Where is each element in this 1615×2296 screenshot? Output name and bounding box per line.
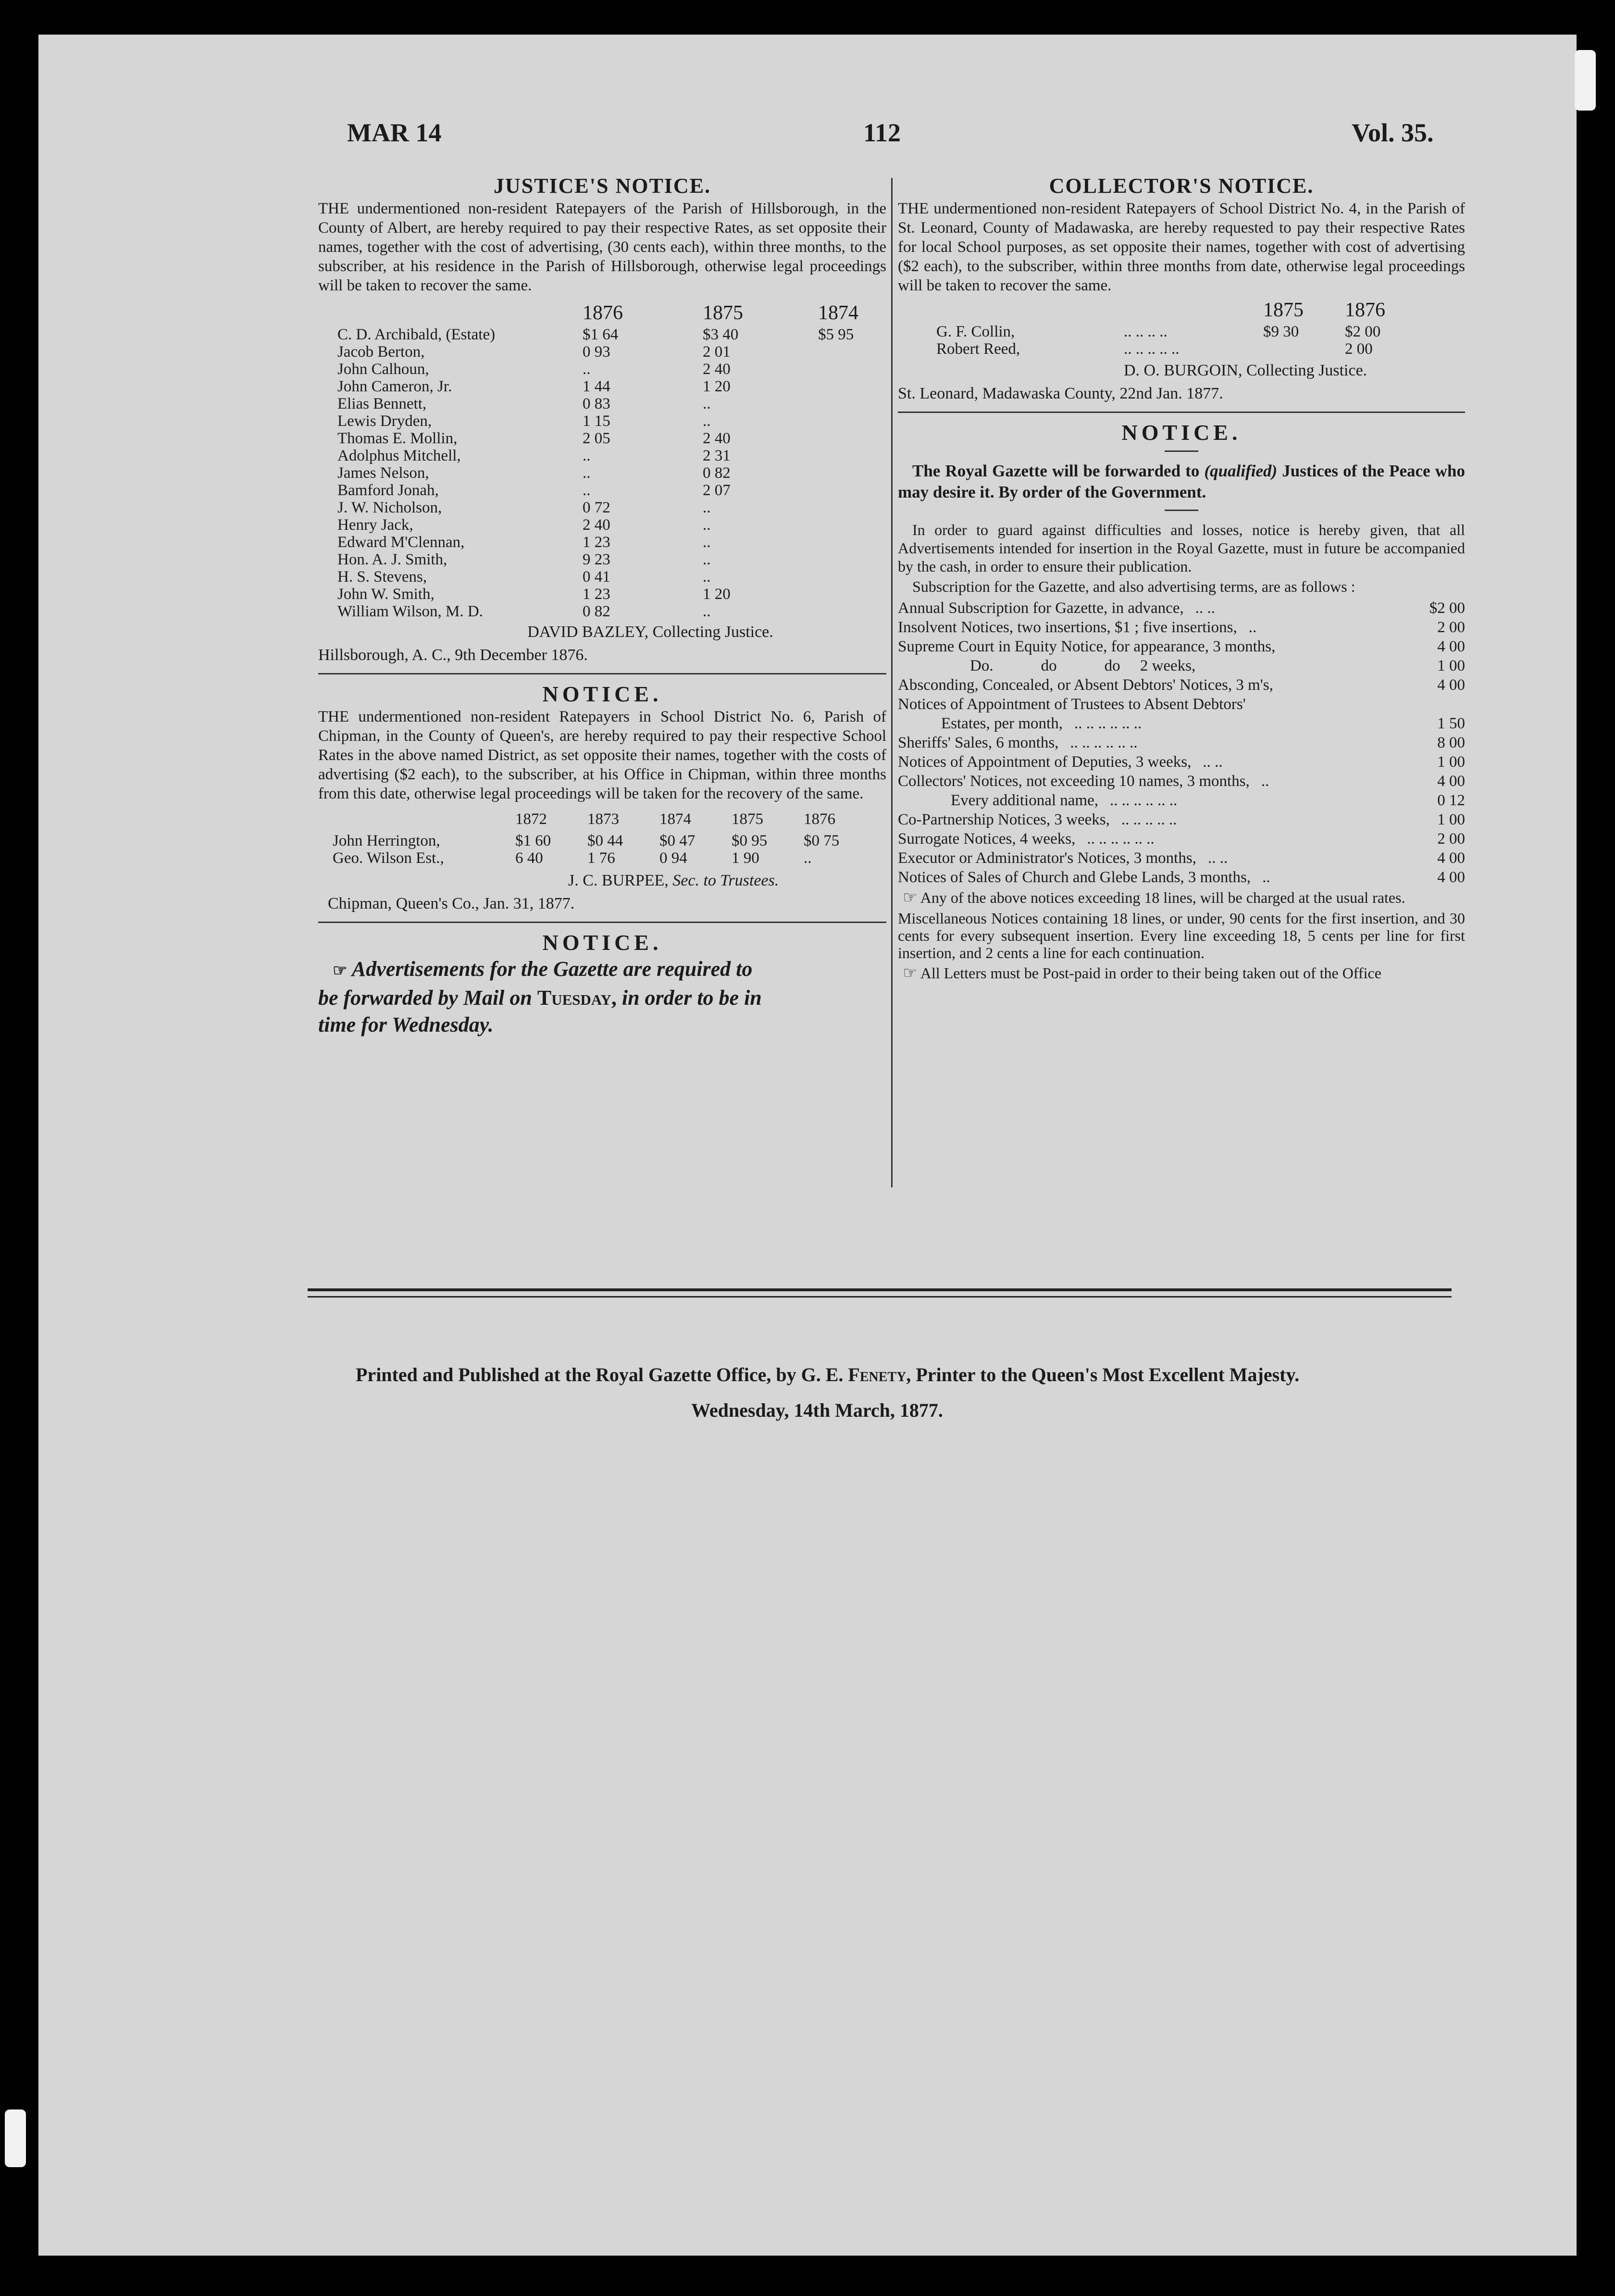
fee-row (898, 772, 1465, 791)
fee-price: 1 50 (1437, 715, 1465, 732)
rate-1874 (818, 586, 858, 603)
rate-1875: $3 40 (703, 326, 739, 343)
header-page-number: 112 (863, 118, 901, 147)
fee-price: 4 00 (1437, 869, 1465, 886)
ratepayer-name: G. F. Collin, (936, 323, 1015, 340)
rate-1876: 9 23 (583, 551, 610, 568)
rate-1876: 0 72 (583, 499, 610, 516)
fee-price: 4 00 (1437, 676, 1465, 694)
rate-1876: 1 44 (583, 378, 610, 395)
fee-price: 4 00 (1437, 638, 1465, 655)
fee-label (898, 829, 1412, 849)
letters-notice: ☞ All Letters must be Post-paid in order to their being taken out of the Office (903, 964, 1381, 982)
ratepayer-name: William Wilson, M. D. (337, 603, 483, 620)
leader-dots: .. .. (1195, 599, 1215, 617)
leader-dots: .. (1262, 869, 1270, 886)
rate-1874 (818, 534, 858, 551)
rate-1876: .. (583, 361, 591, 378)
chipman-place-date: Chipman, Queen's Co., Jan. 31, 1877. (328, 895, 575, 912)
film-edge-tab-bottom (5, 2109, 26, 2167)
column-header: 1876 (804, 811, 835, 828)
column-header: 1875 (703, 302, 743, 324)
mail-notice-title: NOTICE. (542, 930, 662, 955)
ratepayer-name: John W. Smith, (337, 586, 435, 603)
fee-price: $2 00 (1429, 599, 1465, 617)
table-row (333, 849, 839, 867)
rate-value: 0 94 (659, 849, 687, 867)
fee-row (898, 849, 1465, 868)
rate-1875: .. (703, 534, 711, 551)
leader-dots: .. (1261, 773, 1269, 790)
rate-1876: .. (583, 482, 591, 499)
table-row (333, 832, 839, 849)
rate-value: $0 75 (804, 832, 840, 849)
rate-1875: .. (703, 395, 711, 412)
chipman-notice (318, 681, 886, 923)
column-divider (891, 178, 893, 1187)
fee-description: Absconding, Concealed, or Absent Debtors' Notices, 3 m's, (898, 676, 1273, 694)
rate-value: 1 90 (732, 849, 759, 867)
column-header: 1876 (583, 302, 623, 324)
fee-row (898, 829, 1465, 849)
rate-1875: $9 30 (1263, 323, 1299, 340)
fee-description: Annual Subscription for Gazette, in advance, (898, 599, 1184, 617)
collector-notice-body: THE undermentioned non-resident Ratepayers of School District No. 4, in the Parish of St. Leonard, County of Madawaska, are hereby requested to pay their respective Rates for local School purposes, as set opposite their names, together with cost of advertising ($2 each), to the subscriber, within three months from date, otherwise legal proceedings will be taken to recover the same. (898, 200, 1465, 294)
rate-1874 (818, 499, 858, 516)
justice-notice-title: JUSTICE'S NOTICE. (493, 174, 711, 198)
left-column (318, 173, 886, 1038)
rate-1874 (818, 343, 858, 361)
table-row (337, 343, 858, 361)
fee-description: Executor or Administrator's Notices, 3 months, (898, 849, 1196, 867)
rate-1876: 0 41 (583, 568, 610, 586)
rate-1876: $1 64 (583, 326, 619, 343)
ratepayer-name: Henry Jack, (337, 516, 413, 534)
rate-1875: .. (703, 568, 711, 586)
table-row (337, 412, 858, 430)
rate-value: 1 76 (587, 849, 615, 867)
rate-1874 (818, 378, 858, 395)
ratepayer-name: Thomas E. Mollin, (337, 430, 458, 447)
rate-1874 (818, 447, 858, 464)
rate-1875: 1 20 (703, 586, 731, 603)
rate-1876: 2 05 (583, 430, 610, 447)
fee-price: 4 00 (1437, 849, 1465, 867)
pointing-hand-icon: ☞ (903, 889, 918, 907)
table-row (337, 499, 858, 516)
ratepayer-name: Jacob Berton, (337, 343, 425, 361)
rate-1875: 2 07 (703, 482, 731, 499)
rate-1876: 1 23 (583, 534, 610, 551)
misc-notice-rates: Miscellaneous Notices containing 18 lines, or under, 90 cents for the first insertion, and 30 cents for every subsequent insertion. Every line exceeding 18, 5 cents per line for first insertion, and 2 cents a line for each continuation. (898, 910, 1465, 961)
fee-description: Do. do do 2 weeks, (970, 657, 1196, 674)
fee-label (898, 675, 1412, 695)
cash-caution: In order to guard against difficulties and losses, notice is hereby given, that all Advertisements intended for insertion in the Royal Gazette, must in future be accompanied by the cash, in order to ensure their publication. (898, 521, 1465, 575)
ratepayer-name: Edward M'Clennan, (337, 534, 465, 551)
justice-notice (318, 173, 886, 674)
fee-row (898, 675, 1465, 695)
fee-description: Notices of Appointment of Trustees to Absent Debtors' (898, 696, 1246, 713)
ratepayer-name: Lewis Dryden, (337, 412, 432, 430)
rate-value: $0 47 (659, 832, 696, 849)
mail-notice (318, 930, 886, 1038)
leader-dots: .. .. .. .. .. .. (1070, 734, 1138, 751)
leader-dots: .. .. .. .. .. .. (1074, 715, 1142, 732)
ratepayer-name: H. S. Stevens, (337, 568, 427, 586)
fee-row (898, 733, 1465, 752)
leader-dots: .. .. .. .. .. (1121, 811, 1177, 828)
mail-notice-line-2: be forwarded by Mail on Tuesday, in order to be in (318, 986, 762, 1010)
fee-row (898, 618, 1465, 637)
ratepayer-name: Elias Bennett, (337, 395, 427, 412)
rate-1875: .. (703, 412, 711, 430)
fee-row (898, 752, 1465, 772)
rate-1874 (818, 482, 858, 499)
collector-place-date: St. Leonard, Madawaska County, 22nd Jan. 1877. (898, 385, 1223, 402)
imprint-date: Wednesday, 14th March, 1877. (691, 1399, 943, 1421)
rate-1875: .. (703, 516, 711, 534)
fee-description: Notices of Appointment of Deputies, 3 weeks, (898, 753, 1192, 771)
leader-dots: .. .. (1203, 753, 1223, 771)
rate-value: $0 95 (732, 832, 768, 849)
fee-label (898, 714, 1412, 733)
fee-price: 1 00 (1437, 811, 1465, 828)
fee-price: 0 12 (1437, 792, 1465, 809)
ratepayer-name: C. D. Archibald, (Estate) (337, 326, 496, 343)
fee-label (898, 733, 1412, 752)
rate-1876: 1 15 (583, 412, 610, 430)
rate-1874 (818, 551, 858, 568)
justice-place-date: Hillsborough, A. C., 9th December 1876. (318, 646, 588, 664)
table-row (337, 603, 858, 620)
table-row (337, 464, 858, 482)
rate-1874 (818, 412, 858, 430)
header-volume: Vol. 35. (1352, 118, 1434, 147)
pointing-hand-icon: ☞ (903, 964, 918, 982)
table-row (337, 395, 858, 412)
film-edge-tab-top (1575, 50, 1596, 111)
table-row (337, 551, 858, 568)
section-rule (318, 922, 886, 923)
rate-1876: 0 82 (583, 603, 610, 620)
header-date: MAR 14 (347, 118, 442, 147)
ratepayer-name: J. W. Nicholson, (337, 499, 442, 516)
table-row (337, 482, 858, 499)
column-header: 1874 (818, 302, 858, 324)
fee-description: Surrogate Notices, 4 weeks, (898, 830, 1076, 848)
justice-rates-header (337, 300, 858, 326)
table-row (337, 326, 858, 343)
rate-1875: .. (703, 499, 711, 516)
fee-row (898, 599, 1465, 618)
rate-1874 (818, 430, 858, 447)
table-row (936, 340, 1385, 358)
fee-description: Supreme Court in Equity Notice, for appearance, 3 months, (898, 638, 1276, 655)
fee-description: Notices of Sales of Church and Glebe Lands, 3 months, (898, 869, 1251, 886)
gazette-notice-body: The Royal Gazette will be forwarded to (qualified) Justices of the Peace who may desire it. By order of the Government. (898, 462, 1466, 501)
column-header: 1875 (1263, 299, 1304, 321)
fee-row (898, 695, 1465, 714)
ratepayer-name: Geo. Wilson Est., (333, 849, 444, 867)
rate-1874 (818, 603, 858, 620)
fee-label (898, 752, 1412, 772)
justice-rates-table (337, 300, 858, 620)
table-row (337, 361, 858, 378)
rate-1876: 0 83 (583, 395, 610, 412)
rate-1875: 2 40 (703, 430, 731, 447)
rate-1875: 2 31 (703, 447, 731, 464)
printer-name: Fenety, (848, 1364, 911, 1385)
column-header: 1876 (1345, 299, 1385, 321)
rate-1876: 2 00 (1345, 340, 1373, 358)
fee-label (898, 695, 1412, 714)
ratepayer-name: John Cameron, Jr. (337, 378, 452, 395)
rate-value: .. (804, 849, 812, 867)
chipman-signature-name: J. C. BURPEE, (568, 872, 669, 889)
fee-row (898, 810, 1465, 829)
rate-value: 6 40 (515, 849, 543, 867)
section-rule (898, 412, 1465, 413)
pointing-hand-icon: ☞ (333, 962, 348, 980)
fee-description: Every additional name, (951, 792, 1098, 809)
rate-1875: 1 20 (703, 378, 731, 395)
leader-dots: .. .. (1207, 849, 1228, 867)
fee-label (898, 637, 1412, 656)
short-rule (1165, 510, 1198, 511)
ratepayer-name: John Herrington, (333, 832, 440, 849)
rate-1876: 0 93 (583, 343, 610, 361)
right-column (898, 173, 1465, 982)
fee-price: 2 00 (1437, 619, 1465, 636)
fee-row (898, 637, 1465, 656)
justice-signature: DAVID BAZLEY, Collecting Justice. (527, 623, 773, 641)
table-row (337, 568, 858, 586)
fee-label (898, 618, 1412, 637)
rate-1874 (818, 395, 858, 412)
rate-value: $1 60 (515, 832, 551, 849)
fee-price: 8 00 (1437, 734, 1465, 751)
column-header: 1873 (587, 811, 619, 828)
fee-label (898, 849, 1412, 868)
rate-1876: 2 40 (583, 516, 610, 534)
table-row (337, 430, 858, 447)
table-row (337, 586, 858, 603)
collector-rates-header (936, 297, 1385, 323)
fee-price: 2 00 (1437, 830, 1465, 848)
collector-notice-title: COLLECTOR'S NOTICE. (1049, 174, 1314, 198)
rate-1876: $2 00 (1345, 323, 1381, 340)
column-header: 1874 (659, 811, 691, 828)
fee-description: Insolvent Notices, two insertions, $1 ; five insertions, (898, 619, 1237, 636)
rate-1874 (818, 464, 858, 482)
rate-1875: 2 40 (703, 361, 731, 378)
fee-price: 1 00 (1437, 753, 1465, 771)
mail-day: Tuesday, (537, 986, 617, 1010)
table-row (337, 534, 858, 551)
justice-notice-body: THE undermentioned non-resident Ratepayers of the Parish of Hillsborough, in the County of Albert, are hereby required to pay their respective Rates, as set opposite their names, together with the cost of advertising, (30 cents each), within three months, to the subscriber, at his residence in the Parish of Hillsborough, otherwise legal proceedings will be taken to recover the same. (318, 200, 886, 294)
fee-row (898, 656, 1465, 675)
fee-description: Estates, per month, (941, 715, 1063, 732)
leader-dots: .. .. .. .. (1124, 323, 1168, 340)
collector-signature: D. O. BURGOIN, Collecting Justice. (1124, 362, 1367, 379)
rate-1875 (1263, 340, 1345, 358)
ratepayer-name: Bamford Jonah, (337, 482, 439, 499)
fee-description: Sheriffs' Sales, 6 months, (898, 734, 1059, 751)
rate-1875: 0 82 (703, 464, 731, 482)
fee-description: Co-Partnership Notices, 3 weeks, (898, 811, 1110, 828)
rate-1874 (818, 361, 858, 378)
rate-1874 (818, 568, 858, 586)
table-row (337, 447, 858, 464)
mail-notice-line-3: time for Wednesday. (318, 1013, 494, 1036)
short-rule (1165, 450, 1198, 452)
rate-1874 (818, 516, 858, 534)
fee-label (898, 868, 1412, 887)
imprint-line: Printed and Published at the Royal Gazette Office, by G. E. Fenety, Printer to the Queen's Most Excellent Majesty. (356, 1364, 1300, 1385)
leader-dots: .. .. .. .. .. .. (1109, 792, 1178, 809)
fee-row (898, 714, 1465, 733)
fee-label (898, 810, 1412, 829)
chipman-signature (568, 871, 886, 891)
fee-label (898, 599, 1412, 618)
rate-1876: .. (583, 447, 591, 464)
column-header: 1875 (732, 811, 763, 828)
column-header: 1872 (515, 811, 547, 828)
leader-dots: .. .. .. .. .. (1124, 340, 1180, 358)
fee-row (898, 868, 1465, 887)
gazette-notice (898, 420, 1465, 982)
ratepayer-name: Robert Reed, (936, 340, 1020, 358)
fee-price: 1 00 (1437, 657, 1465, 674)
rate-1876: .. (583, 464, 591, 482)
gazette-notice-title: NOTICE. (1121, 420, 1242, 445)
fee-label (898, 772, 1412, 791)
leader-dots: .. .. .. .. .. .. (1087, 830, 1155, 848)
section-rule (318, 673, 886, 674)
excess-notice: ☞ Any of the above notices exceeding 18 lines, will be charged at the usual rates. (903, 889, 1405, 907)
table-row (337, 516, 858, 534)
fee-price (1412, 695, 1465, 714)
chipman-notice-title: NOTICE. (542, 682, 662, 706)
rate-1876: 1 23 (583, 586, 610, 603)
chipman-signature-title: Sec. to Trustees. (672, 872, 779, 889)
table-row (936, 323, 1385, 340)
ratepayer-name: Hon. A. J. Smith, (337, 551, 447, 568)
fee-price: 4 00 (1437, 773, 1465, 790)
rate-1874: $5 95 (818, 326, 854, 343)
subscription-intro: Subscription for the Gazette, and also advertising terms, are as follows : (912, 578, 1355, 595)
ratepayer-name: James Nelson, (337, 464, 429, 482)
rate-value: $0 44 (587, 832, 623, 849)
fee-label (898, 656, 1412, 675)
chipman-notice-body: THE undermentioned non-resident Ratepayers in School District No. 6, Parish of Chipman, in the County of Queen's, are hereby required to pay their respective School Rates in the above named District, as set opposite their names, together with the costs of advertising ($2 each), to the subscriber, at his Office in Chipman, within three months from this date, otherwise legal proceedings will be taken for the recovery of the same. (318, 708, 886, 802)
collector-notice (898, 173, 1465, 413)
rate-1875: .. (703, 551, 711, 568)
ratepayer-name: Adolphus Mitchell, (337, 447, 461, 464)
fee-description: Collectors' Notices, not exceeding 10 names, 3 months, (898, 773, 1250, 790)
mail-notice-line-1: ☞ Advertisements for the Gazette are required to (333, 957, 753, 981)
chipman-rates-table (333, 806, 839, 867)
collector-rates-table (936, 297, 1385, 358)
chipman-rates-header (333, 806, 839, 832)
ratepayer-name: John Calhoun, (337, 361, 429, 378)
fee-row (898, 791, 1465, 810)
fee-schedule (898, 599, 1465, 887)
fee-label (898, 791, 1412, 810)
rate-1875: 2 01 (703, 343, 731, 361)
table-row (337, 378, 858, 395)
leader-dots: .. (1248, 619, 1257, 636)
rate-1875: .. (703, 603, 711, 620)
